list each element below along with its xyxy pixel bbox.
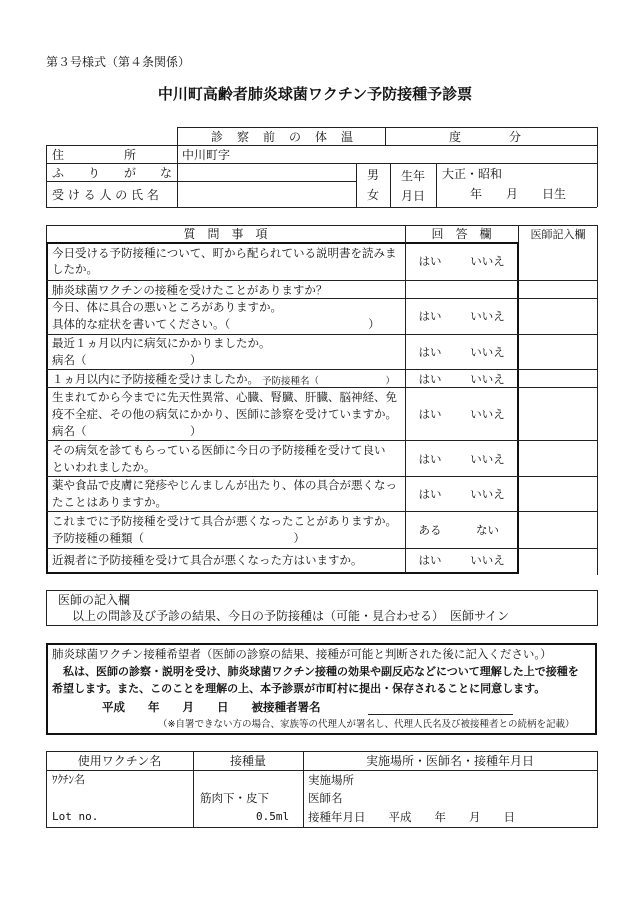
doctor-notes-header: 医師記入欄 [530,227,586,241]
furigana-label: ふ り が な [52,165,173,180]
answer-6-yes[interactable]: はい [418,407,442,421]
question-6-line1: 生まれてから今までに先天性異常、心臓、腎臓、肝臓、脳神経、免 [52,390,397,404]
name-field[interactable] [180,182,355,206]
dob-field[interactable]: 年 月 日生 [470,186,567,201]
sex-male-option[interactable]: 男 [366,167,379,182]
questions-header: 質 問 事 項 [183,227,268,241]
doctor-name-field[interactable]: 医師名 [308,791,343,805]
answer-3-no[interactable]: いいえ [470,309,505,323]
consent-note: （※自署できない方の場合、家族等の代理人が署名し、代理人氏名及び被接種者との続柄を記載） [158,719,575,730]
question-5: １ヵ月以内に予防接種を受けましたか。 [52,372,259,386]
page-title: 中川町高齢者肺炎球菌ワクチン予防接種予診票 [157,85,473,103]
temperature-unit-bu: 分 [508,129,521,144]
vaccine-name-header: 使用ワクチン名 [77,754,162,768]
address-label: 住 所 [52,147,137,162]
answer-7-yes[interactable]: はい [418,452,442,466]
place-field[interactable]: 実施場所 [308,773,354,787]
era-options[interactable]: 大正・昭和 [442,166,503,181]
question-5-vaccine-name[interactable]: 予防接種名（ ） [262,376,396,387]
answer-8-no[interactable]: いいえ [470,487,505,501]
doctor-notes-column[interactable] [520,244,596,572]
temperature-degree-field[interactable] [395,128,435,144]
answer-5-no[interactable]: いいえ [470,372,505,386]
doctor-entry-title: 医師の記入欄 [58,593,131,607]
question-4-line2: 病名（ ） [52,353,202,367]
lot-number-field[interactable]: Lot no. [52,810,99,823]
answer-8-yes[interactable]: はい [418,487,442,501]
furigana-field[interactable] [180,164,355,180]
sex-female-option[interactable]: 女 [366,187,379,202]
dose-value: 0.5ml [256,810,290,823]
answer-1-no[interactable]: いいえ [470,254,505,268]
answer-4-yes[interactable]: はい [418,345,442,359]
answer-10-no[interactable]: いいえ [470,553,505,567]
question-6-line2: 疫不全症、その他の病気にかかり、医師に診察を受けていますか。 [52,407,397,421]
question-8-line2: たことはありますか。 [52,495,167,509]
name-label: 受 け る 人 の 氏 名 [52,187,159,202]
answer-9-no[interactable]: ない [476,523,499,537]
question-9-line1: これまでに予防接種を受けて具合が悪くなったことがありますか。 [52,514,397,528]
dob-label-line1: 生年 [400,168,425,183]
doctor-entry-text[interactable]: 以上の問診及び予診の結果、今日の予防接種は（可能・見合わせる） 医師サイン [72,609,510,623]
dose-header: 接種量 [229,754,266,768]
answer-10-yes[interactable]: はい [418,553,442,567]
question-7-line2: といわれましたか。 [52,460,156,474]
consent-statement-line1: 私は、医師の診察・説明を受け、肺炎球菌ワクチン接種の効果や副反応などについて理解した上で接種を [63,665,579,678]
question-6-line3: 病名（ ） [52,424,202,438]
vaccine-name-field[interactable]: ﾜｸﾁﾝ名 [52,773,85,786]
answer-5-yes[interactable]: はい [418,372,442,386]
form-reference: 第３号様式（第４条関係） [46,55,191,69]
consent-statement-line2: 希望します。また、このことを理解の上、本予診票が市町村に提出・保存されることに同意します。 [52,682,546,695]
question-2: 肺炎球菌ワクチンの接種を受けたことがありますか？ [52,283,328,297]
question-10: 近親者に予防接種を受けて具合が悪くなった方はいますか。 [52,553,363,567]
question-4-line1: 最近１ヵ月以内に病気にかかりましたか。 [52,336,271,350]
temperature-unit-do: 度 [448,129,461,144]
answer-3-yes[interactable]: はい [418,309,442,323]
consent-date-signature: 平成 年 月 日 被接種者署名 [102,700,321,714]
question-7-line1: その病気を診てもらっている医師に今日の予防接種を受けて良い [52,443,386,457]
answer-4-no[interactable]: いいえ [470,345,505,359]
question-8-line1: 薬や食品で皮膚に発疹やじんましんが出たり、体の具合が悪くなっ [52,478,397,492]
question-9-line2: 予防接種の種類（ ） [52,531,305,545]
place-header: 実施場所・医師名・接種年月日 [365,754,534,768]
question-3-line2: 具体的な症状を書いてください。（ ） [52,317,380,331]
answers-header: 回 答 欄 [431,227,492,241]
consent-heading: 肺炎球菌ワクチン接種希望者（医師の診察の結果、接種が可能と判断された後に記入ください。） [52,647,552,661]
temperature-label: 診 察 前 の 体 温 [210,129,354,144]
address-field[interactable]: 中川町字 [182,147,231,162]
answer-9-yes[interactable]: ある [418,523,442,537]
dob-label-line2: 月日 [400,188,425,203]
route-options[interactable]: 筋肉下・皮下 [200,791,269,805]
vaccination-date-field[interactable]: 接種年月日 平成 年 月 日 [308,810,515,824]
question-1-line2: したか。 [52,262,98,276]
signature-underline[interactable] [368,714,513,715]
answer-6-no[interactable]: いいえ [470,407,505,421]
answer-1-yes[interactable]: はい [418,254,442,268]
answer-7-no[interactable]: いいえ [470,452,505,466]
question-1-line1: 今日受ける予防接種について、町から配られている説明書を読みま [52,246,397,260]
question-3-line1: 今日、体に具合の悪いところがありますか。 [52,300,282,314]
